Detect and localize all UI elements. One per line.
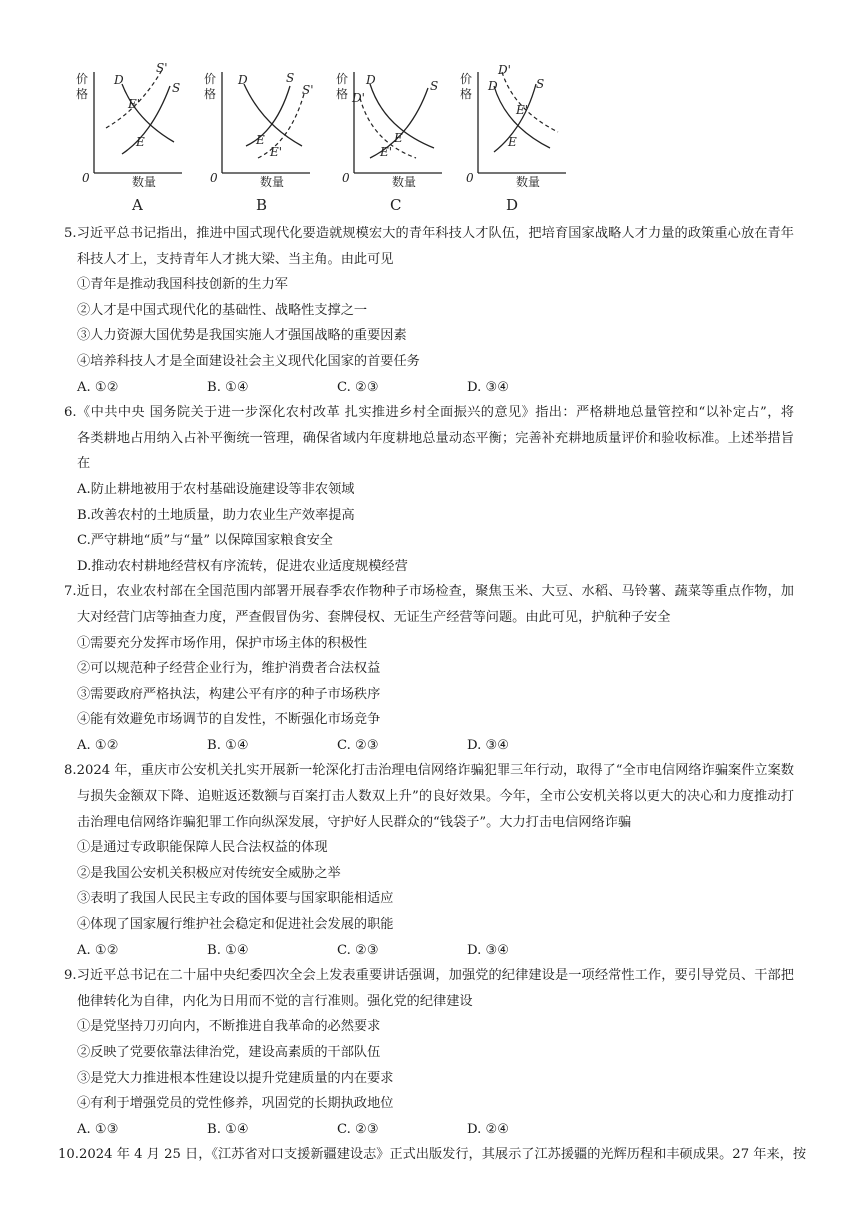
origin-label: 0 xyxy=(466,171,474,185)
q8-item-4: ④体现了国家履行维护社会稳定和促进社会发展的职能 xyxy=(77,917,394,933)
q8-item-3: ③表明了我国人民民主专政的国体要与国家职能相适应 xyxy=(77,891,394,907)
q5-stem-line-1: 5.习近平总书记指出，推进中国式现代化要造就规模宏大的青年科技人才队伍，把培育国家战略人才力量的政策重心放在青年 xyxy=(64,226,794,241)
q5-item-1: ①青年是推动我国科技创新的生力军 xyxy=(77,277,288,293)
q7-option-c: C. ②③ xyxy=(337,737,379,753)
q7-stem-line-2: 大对经营门店等抽查力度，严查假冒伪劣、套牌侵权、无证生产经营等问题。由此可见，护航种子安全 xyxy=(77,609,671,625)
label-e-prime: E' xyxy=(516,103,529,117)
q5-item-4: ④培养科技人才是全面建设社会主义现代化国家的首要任务 xyxy=(77,353,420,369)
q8-stem-line-2: 与损失金额双下降、追赃返还数额与百案打击人数双上升”的良好效果。今年，全市公安机关将以更大的决心和力度推动打 xyxy=(77,789,794,805)
q10-stem-line-1: 10.2024 年 4 月 25 日，《江苏省对口支援新疆建设志》正式出版发行，其展示了江苏援疆的光辉历程和丰硕成果。27 年来，按 xyxy=(58,1147,807,1163)
label-s: S xyxy=(536,77,545,91)
q5-stem-line-2: 科技人才上，支持青年人才挑大梁、当主角。由此可见 xyxy=(77,251,394,267)
q6-option-a: A.防止耕地被用于农村基础设施建设等非农领域 xyxy=(77,481,355,497)
q5-options xyxy=(64,375,794,401)
q7-option-a: A. ①② xyxy=(77,737,119,753)
supply-demand-graphs xyxy=(70,58,590,218)
y-axis-label-2: 格 xyxy=(76,87,89,101)
graph-d-svg xyxy=(454,58,572,216)
q8-item-2: ②是我国公安机关积极应对传统安全威胁之举 xyxy=(77,865,341,881)
q5-option-a: A. ①② xyxy=(77,379,119,395)
q5-item-3: ③人力资源大国优势是我国实施人才强国战略的重要因素 xyxy=(77,328,407,344)
demand-curve xyxy=(122,84,174,142)
panel-label-c: C xyxy=(390,196,402,214)
q7-item-2: ②可以规范种子经营企业行为，维护消费者合法权益 xyxy=(77,661,381,677)
q9-item-2: ②反映了党要依靠法律治党，建设高素质的干部队伍 xyxy=(77,1045,381,1060)
label-e: E xyxy=(256,133,265,147)
x-axis-label: 数量 xyxy=(392,175,417,189)
q7-item-1: ①需要充分发挥市场作用，保护市场主体的积极性 xyxy=(77,635,368,651)
demand-curve xyxy=(494,86,550,148)
q8-option-c: C. ②③ xyxy=(337,942,379,958)
label-e: E xyxy=(136,135,145,149)
supply-curve xyxy=(370,88,428,158)
q5-option-c: C. ②③ xyxy=(337,379,379,395)
panel-label-d: D xyxy=(506,196,519,214)
label-d: D xyxy=(114,73,124,87)
label-e-prime: E' xyxy=(380,145,393,159)
q5-option-d: D. ③④ xyxy=(467,379,510,395)
q7-option-d: D. ③④ xyxy=(467,737,510,753)
supply-curve xyxy=(246,86,290,146)
label-d: D xyxy=(366,73,376,87)
label-e: E xyxy=(508,135,517,149)
y-axis-label-1: 价 xyxy=(460,72,473,86)
q8-options xyxy=(64,938,794,964)
label-s: S xyxy=(430,79,439,93)
graph-a-svg xyxy=(70,58,188,216)
label-e-prime: E' xyxy=(128,97,141,111)
label-d: D xyxy=(238,73,248,87)
q9-option-d: D. ②④ xyxy=(467,1121,510,1137)
q7-item-3: ③需要政府严格执法，构建公平有序的种子市场秩序 xyxy=(77,686,381,702)
q9-option-c: C. ②③ xyxy=(337,1121,379,1137)
origin-label: 0 xyxy=(82,171,90,185)
graph-panel-d xyxy=(454,58,572,216)
x-axis-label: 数量 xyxy=(260,175,285,189)
q8-stem-line-3: 击治理电信网络诈骗犯罪工作向纵深发展，守护好人民群众的“钱袋子”。大力打击电信网络诈骗 xyxy=(77,814,632,830)
label-s-prime: S' xyxy=(302,83,314,97)
q6-option-b: B.改善农村的土地质量，助力农业生产效率提高 xyxy=(77,507,355,523)
q9-item-3: ③是党大力推进根本性建设以提升党建质量的内在要求 xyxy=(77,1070,394,1086)
y-axis-label-2: 格 xyxy=(460,87,473,101)
y-axis-label-2: 格 xyxy=(204,87,217,101)
panel-label-a: A xyxy=(132,196,143,214)
label-s: S xyxy=(286,71,295,85)
x-axis-label: 数量 xyxy=(132,175,157,189)
q5-option-b: B. ①④ xyxy=(207,379,249,395)
q9-item-4: ④有利于增强党员的党性修养，巩固党的长期执政地位 xyxy=(77,1096,394,1112)
q5-item-2: ②人才是中国式现代化的基础性、战略性支撑之一 xyxy=(77,302,368,318)
label-d: D xyxy=(488,79,498,93)
origin-label: 0 xyxy=(342,171,350,185)
q9-option-a: A. ①③ xyxy=(77,1121,119,1137)
panel-label-b: B xyxy=(256,196,268,214)
q8-item-1: ①是通过专政职能保障人民合法权益的体现 xyxy=(77,840,328,856)
question-content xyxy=(58,221,807,1168)
q7-options xyxy=(64,733,794,759)
y-axis-label-2: 格 xyxy=(336,87,349,101)
q8-option-b: B. ①④ xyxy=(207,942,249,958)
demand-curve xyxy=(244,84,302,146)
label-s-prime: S' xyxy=(156,61,168,75)
q9-item-1: ①是党坚持刀刃向内，不断推进自我革命的必然要求 xyxy=(77,1019,381,1035)
q9-option-b: B. ①④ xyxy=(207,1121,249,1137)
q8-option-d: D. ③④ xyxy=(467,942,510,958)
q7-item-4: ④能有效避免市场调节的自发性，不断强化市场竞争 xyxy=(77,712,381,728)
origin-label: 0 xyxy=(210,171,218,185)
label-d-prime: D' xyxy=(352,91,365,105)
y-axis-label-1: 价 xyxy=(204,72,217,86)
q6-stem-line-2: 各类耕地占用纳入占补平衡统一管理，确保省域内年度耕地总量动态平衡；完善补充耕地质量评价和验收标准。上述举措旨 xyxy=(77,430,794,446)
graph-panel-b xyxy=(198,58,316,216)
q7-option-b: B. ①④ xyxy=(207,737,249,753)
x-axis-label: 数量 xyxy=(516,175,541,189)
q6-stem-line-3: 在 xyxy=(77,456,91,472)
q9-options xyxy=(64,1117,794,1143)
label-e-prime: E' xyxy=(270,145,283,159)
label-e: E xyxy=(394,131,403,145)
graph-b-svg xyxy=(198,58,316,216)
graph-panel-a xyxy=(70,58,188,216)
q6-option-c: C.严守耕地“质”与“量” 以保障国家粮食安全 xyxy=(77,533,333,549)
y-axis-label-1: 价 xyxy=(336,72,349,86)
label-d-prime: D' xyxy=(498,63,511,77)
q6-option-d: D.推动农村耕地经营权有序流转，促进农业适度规模经营 xyxy=(77,558,408,574)
q6-stem-line-1: 6.《中共中央 国务院关于进一步深化农村改革 扎实推进乡村全面振兴的意见》指出：严格耕地总量管控和“以补定占”，将 xyxy=(64,405,794,421)
q8-option-a: A. ①② xyxy=(77,942,119,958)
y-axis-label-1: 价 xyxy=(76,72,89,86)
q9-stem-line-1: 9.习近平总书记在二十届中央纪委四次全会上发表重要讲话强调，加强党的纪律建设是一项经常性工作，要引导党员、干部把 xyxy=(64,968,794,984)
graph-c-svg xyxy=(330,58,448,216)
graph-panel-c xyxy=(330,58,448,216)
q7-stem-line-1: 7.近日，农业农村部在全国范围内部署开展春季农作物种子市场检查，聚焦玉米、大豆、水稻、马铃薯、蔬菜等重点作物，加 xyxy=(64,584,794,600)
q9-stem-line-2: 他律转化为自律，内化为日用而不觉的言行准则。强化党的纪律建设 xyxy=(77,993,473,1009)
q8-stem-line-1: 8.2024 年，重庆市公安机关扎实开展新一轮深化打击治理电信网络诈骗犯罪三年行动，取得了“全市电信网络诈骗案件立案数 xyxy=(64,763,794,779)
label-s: S xyxy=(172,81,181,95)
